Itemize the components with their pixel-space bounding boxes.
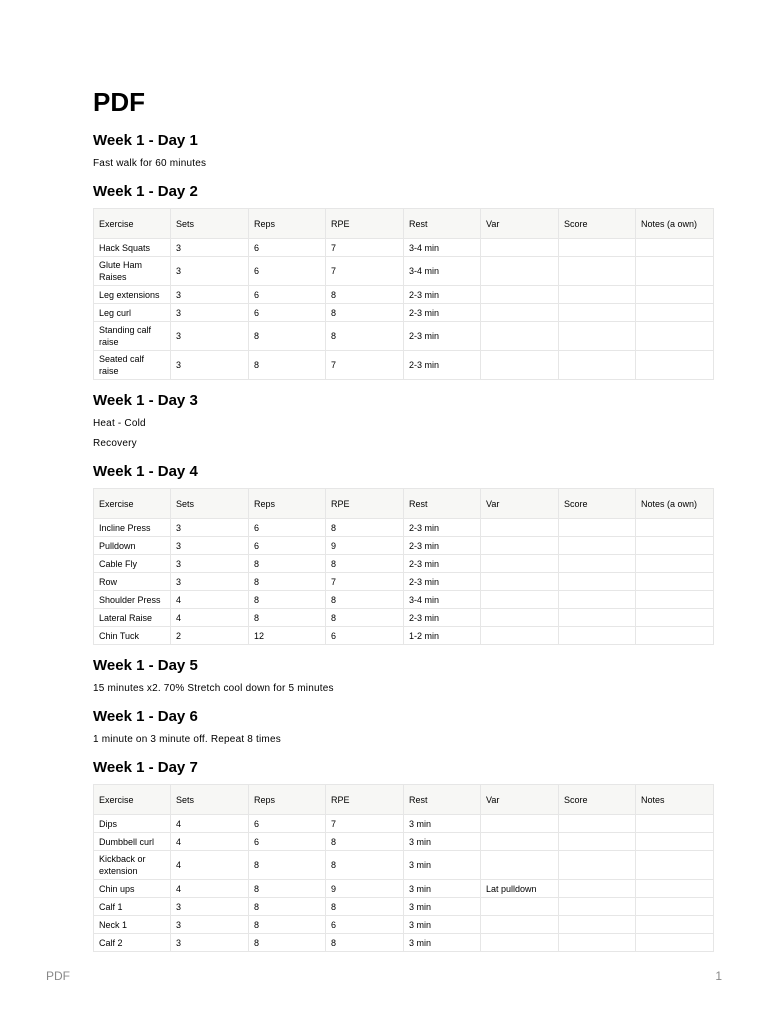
table-cell: [636, 916, 714, 934]
table-cell: 3: [171, 304, 249, 322]
table-cell: 2-3 min: [404, 537, 481, 555]
table-cell: Dumbbell curl: [94, 833, 171, 851]
table-cell: 3-4 min: [404, 239, 481, 257]
column-header: Rest: [404, 785, 481, 815]
table-cell: 2-3 min: [404, 519, 481, 537]
table-cell: 4: [171, 851, 249, 880]
day-description: 1 minute on 3 minute off. Repeat 8 times: [93, 734, 281, 745]
table-cell: 3 min: [404, 815, 481, 833]
table-cell: [636, 351, 714, 380]
table-cell: 8: [249, 851, 326, 880]
table-cell: 3: [171, 934, 249, 952]
table-cell: [481, 286, 559, 304]
footer-title: PDF: [46, 969, 70, 983]
table-cell: 6: [249, 286, 326, 304]
table-cell: 6: [249, 815, 326, 833]
table-cell: Standing calf raise: [94, 322, 171, 351]
table-row: [94, 934, 714, 952]
table-cell: [636, 851, 714, 880]
table-cell: 4: [171, 880, 249, 898]
table-cell: 8: [326, 322, 404, 351]
table-cell: 3-4 min: [404, 591, 481, 609]
table-cell: [636, 537, 714, 555]
table-row: [94, 851, 714, 880]
column-header: Exercise: [94, 785, 171, 815]
table-cell: [559, 934, 636, 952]
table-cell: Incline Press: [94, 519, 171, 537]
table-cell: 8: [326, 851, 404, 880]
table-cell: Glute Ham Raises: [94, 257, 171, 286]
table-cell: 2-3 min: [404, 609, 481, 627]
day-section: [93, 759, 675, 952]
column-header: Score: [559, 489, 636, 519]
column-header: Var: [481, 489, 559, 519]
table-cell: 8: [249, 591, 326, 609]
table-cell: [559, 351, 636, 380]
day-sections: [93, 132, 698, 952]
table-header-row: [94, 785, 714, 815]
table-cell: 8: [249, 555, 326, 573]
table-cell: 12: [249, 627, 326, 645]
table-cell: [559, 304, 636, 322]
table-cell: [481, 239, 559, 257]
table-row: [94, 573, 714, 591]
table-cell: 3: [171, 573, 249, 591]
table-cell: [636, 833, 714, 851]
table-cell: 8: [326, 519, 404, 537]
table-row: [94, 627, 714, 645]
table-cell: 4: [171, 833, 249, 851]
table-cell: [559, 880, 636, 898]
table-cell: 7: [326, 239, 404, 257]
table-cell: [559, 591, 636, 609]
table-cell: [481, 591, 559, 609]
table-cell: [636, 898, 714, 916]
column-header: RPE: [326, 489, 404, 519]
table-row: [94, 833, 714, 851]
table-cell: [559, 322, 636, 351]
table-cell: Cable Fly: [94, 555, 171, 573]
table-cell: [481, 351, 559, 380]
column-header: Exercise: [94, 489, 171, 519]
table-cell: [481, 555, 559, 573]
column-header: Notes: [636, 785, 714, 815]
table-cell: Calf 1: [94, 898, 171, 916]
column-header: Reps: [249, 209, 326, 239]
table-cell: [636, 239, 714, 257]
table-cell: Calf 2: [94, 934, 171, 952]
table-cell: [481, 257, 559, 286]
column-header: Score: [559, 785, 636, 815]
table-cell: Leg extensions: [94, 286, 171, 304]
day-heading: Week 1 - Day 1: [93, 132, 198, 149]
table-cell: 3: [171, 519, 249, 537]
column-header: RPE: [326, 209, 404, 239]
table-cell: 2-3 min: [404, 573, 481, 591]
table-cell: [559, 286, 636, 304]
table-cell: [636, 880, 714, 898]
table-cell: [481, 627, 559, 645]
table-cell: 8: [326, 609, 404, 627]
table-cell: Lateral Raise: [94, 609, 171, 627]
day-description: Fast walk for 60 minutes: [93, 158, 207, 169]
table-row: [94, 880, 714, 898]
table-cell: 2-3 min: [404, 322, 481, 351]
exercise-table: [93, 208, 714, 380]
table-cell: 8: [326, 833, 404, 851]
table-cell: Chin ups: [94, 880, 171, 898]
table-cell: Hack Squats: [94, 239, 171, 257]
table-cell: 8: [249, 934, 326, 952]
table-cell: [636, 519, 714, 537]
day-section: [93, 183, 698, 380]
column-header: Var: [481, 785, 559, 815]
table-cell: 3: [171, 916, 249, 934]
table-cell: [559, 573, 636, 591]
table-cell: 2: [171, 627, 249, 645]
table-cell: [559, 257, 636, 286]
table-cell: [636, 555, 714, 573]
column-header: Score: [559, 209, 636, 239]
table-cell: [559, 555, 636, 573]
table-cell: [481, 537, 559, 555]
table-cell: 9: [326, 537, 404, 555]
table-cell: 8: [326, 286, 404, 304]
table-cell: [481, 573, 559, 591]
table-cell: [559, 627, 636, 645]
table-cell: 3: [171, 286, 249, 304]
day-section: [93, 392, 675, 451]
table-cell: [636, 627, 714, 645]
page-title: PDF: [93, 87, 145, 117]
table-cell: Leg curl: [94, 304, 171, 322]
table-cell: [559, 833, 636, 851]
table-cell: 3: [171, 537, 249, 555]
column-header: Notes (a own): [636, 489, 714, 519]
table-cell: 8: [249, 573, 326, 591]
table-cell: 8: [249, 322, 326, 351]
column-header: Sets: [171, 785, 249, 815]
day-description: Recovery: [93, 438, 137, 449]
exercise-table: [93, 488, 714, 645]
column-header: Var: [481, 209, 559, 239]
table-cell: [559, 916, 636, 934]
table-cell: 7: [326, 573, 404, 591]
table-cell: Shoulder Press: [94, 591, 171, 609]
table-cell: 8: [249, 609, 326, 627]
table-header-row: [94, 209, 714, 239]
table-cell: [559, 609, 636, 627]
table-cell: 6: [249, 537, 326, 555]
table-cell: Kickback or extension: [94, 851, 171, 880]
table-cell: [481, 916, 559, 934]
table-row: [94, 537, 714, 555]
table-cell: [636, 286, 714, 304]
table-cell: 8: [326, 591, 404, 609]
document-page: [93, 86, 698, 964]
table-row: [94, 898, 714, 916]
table-cell: [481, 304, 559, 322]
table-row: [94, 322, 714, 351]
day-section: [93, 132, 675, 171]
column-header: Sets: [171, 489, 249, 519]
table-cell: 8: [249, 351, 326, 380]
table-row: [94, 591, 714, 609]
column-header: Sets: [171, 209, 249, 239]
table-row: [94, 257, 714, 286]
table-cell: 6: [249, 239, 326, 257]
table-cell: 3 min: [404, 898, 481, 916]
table-cell: [559, 519, 636, 537]
table-row: [94, 916, 714, 934]
table-row: [94, 304, 714, 322]
table-cell: [481, 322, 559, 351]
day-heading: Week 1 - Day 5: [93, 657, 198, 674]
table-row: [94, 609, 714, 627]
table-cell: [481, 609, 559, 627]
table-cell: [559, 851, 636, 880]
table-cell: 8: [326, 934, 404, 952]
page-number: 1: [715, 969, 722, 983]
table-cell: 9: [326, 880, 404, 898]
table-cell: 6: [249, 833, 326, 851]
table-cell: 4: [171, 591, 249, 609]
table-cell: 4: [171, 609, 249, 627]
table-cell: 3 min: [404, 934, 481, 952]
table-cell: 3: [171, 257, 249, 286]
column-header: RPE: [326, 785, 404, 815]
table-cell: [636, 609, 714, 627]
day-heading: Week 1 - Day 3: [93, 392, 198, 409]
table-cell: 4: [171, 815, 249, 833]
table-cell: [559, 815, 636, 833]
table-cell: 7: [326, 815, 404, 833]
table-cell: 3: [171, 239, 249, 257]
table-header-row: [94, 489, 714, 519]
table-cell: 2-3 min: [404, 304, 481, 322]
table-row: [94, 351, 714, 380]
day-heading: Week 1 - Day 4: [93, 463, 198, 480]
table-cell: Chin Tuck: [94, 627, 171, 645]
day-heading: Week 1 - Day 7: [93, 759, 198, 776]
table-cell: 3: [171, 322, 249, 351]
day-section: [93, 657, 675, 696]
table-row: [94, 555, 714, 573]
table-cell: 8: [249, 916, 326, 934]
table-cell: 3 min: [404, 880, 481, 898]
table-cell: 8: [326, 898, 404, 916]
table-row: [94, 239, 714, 257]
table-cell: [636, 322, 714, 351]
table-cell: 1-2 min: [404, 627, 481, 645]
table-cell: Row: [94, 573, 171, 591]
table-cell: [636, 573, 714, 591]
table-cell: 7: [326, 257, 404, 286]
table-cell: [559, 239, 636, 257]
table-cell: 3-4 min: [404, 257, 481, 286]
table-cell: [636, 257, 714, 286]
table-cell: 2-3 min: [404, 286, 481, 304]
table-cell: 8: [326, 555, 404, 573]
table-cell: 3: [171, 351, 249, 380]
day-heading: Week 1 - Day 2: [93, 183, 198, 200]
table-cell: Lat pulldown: [481, 880, 559, 898]
table-cell: [481, 815, 559, 833]
table-cell: 8: [249, 880, 326, 898]
table-cell: Dips: [94, 815, 171, 833]
table-cell: 7: [326, 351, 404, 380]
table-cell: [636, 934, 714, 952]
table-row: [94, 519, 714, 537]
table-row: [94, 286, 714, 304]
column-header: Reps: [249, 489, 326, 519]
table-cell: [559, 898, 636, 916]
table-cell: [481, 898, 559, 916]
table-cell: [481, 833, 559, 851]
table-cell: Seated calf raise: [94, 351, 171, 380]
table-cell: 6: [249, 257, 326, 286]
table-cell: [559, 537, 636, 555]
table-cell: [636, 304, 714, 322]
day-description: 15 minutes x2. 70% Stretch cool down for 5 minutes: [93, 683, 334, 694]
day-section: [93, 708, 675, 747]
column-header: Rest: [404, 209, 481, 239]
table-cell: 6: [326, 916, 404, 934]
table-cell: [481, 851, 559, 880]
table-cell: [481, 934, 559, 952]
table-cell: 2-3 min: [404, 351, 481, 380]
table-cell: 3 min: [404, 851, 481, 880]
table-cell: [636, 591, 714, 609]
column-header: Reps: [249, 785, 326, 815]
column-header: Rest: [404, 489, 481, 519]
table-cell: 6: [326, 627, 404, 645]
table-cell: [481, 519, 559, 537]
table-cell: 6: [249, 519, 326, 537]
day-section: [93, 463, 698, 645]
day-description: Heat - Cold: [93, 418, 146, 429]
table-cell: Pulldown: [94, 537, 171, 555]
column-header: Exercise: [94, 209, 171, 239]
table-cell: 6: [249, 304, 326, 322]
table-cell: 3: [171, 555, 249, 573]
table-cell: 3: [171, 898, 249, 916]
table-cell: Neck 1: [94, 916, 171, 934]
table-row: [94, 815, 714, 833]
day-heading: Week 1 - Day 6: [93, 708, 198, 725]
table-cell: 3 min: [404, 833, 481, 851]
table-cell: [636, 815, 714, 833]
table-cell: 8: [249, 898, 326, 916]
table-cell: 3 min: [404, 916, 481, 934]
exercise-table: [93, 784, 714, 952]
table-cell: 8: [326, 304, 404, 322]
column-header: Notes (a own): [636, 209, 714, 239]
table-cell: 2-3 min: [404, 555, 481, 573]
